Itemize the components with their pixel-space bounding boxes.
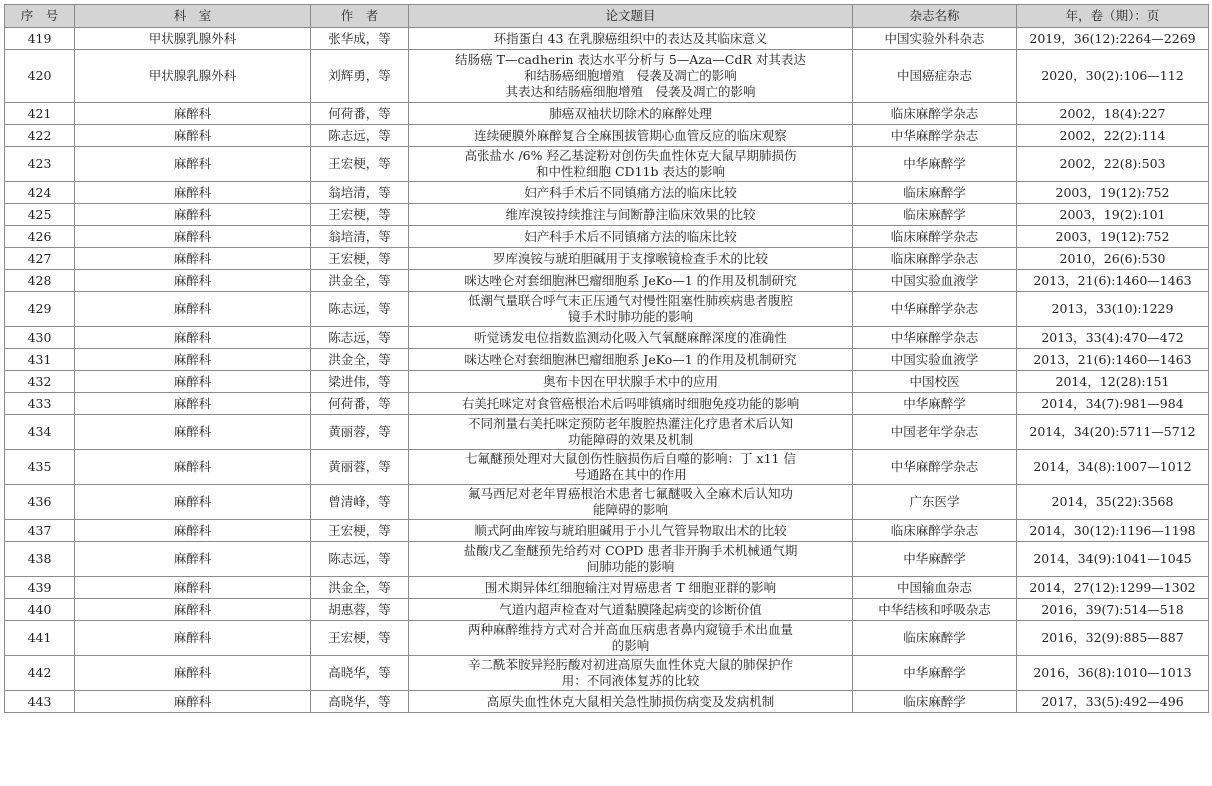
citation-cell: 2016，32(9):885—887 [1017, 621, 1209, 656]
author-cell: 洪金全，等 [311, 349, 409, 371]
department-cell: 麻醉科 [75, 542, 311, 577]
journal-name-cell: 临床麻醉学 [853, 621, 1017, 656]
department-cell: 麻醉科 [75, 270, 311, 292]
paper-title-line: 辛二酰苯胺异羟肟酸对初进高原失血性休克大鼠的肺保护作 [467, 657, 793, 672]
table-row [5, 103, 1209, 125]
paper-title-line: 能障碍的影响 [592, 502, 668, 517]
serial-number-cell: 423 [5, 147, 75, 182]
journal-name-cell: 中华麻醉学杂志 [853, 327, 1017, 349]
serial-number-cell: 431 [5, 349, 75, 371]
journal-name-cell: 中华结核和呼吸杂志 [853, 599, 1017, 621]
table-row [5, 415, 1209, 450]
citation-cell: 2014，34(9):1041—1045 [1017, 542, 1209, 577]
citation-cell: 2014，34(8):1007—1012 [1017, 450, 1209, 485]
journal-name-cell: 临床麻醉学杂志 [853, 226, 1017, 248]
paper-title-cell [409, 542, 853, 577]
table-row [5, 371, 1209, 393]
citation-cell: 2014，27(12):1299—1302 [1017, 577, 1209, 599]
author-cell: 翁培清，等 [311, 226, 409, 248]
paper-title-line: 其表达和结肠癌细胞增殖 侵袭及凋亡的影响 [505, 84, 756, 99]
paper-title-line: 罗库溴铵与琥珀胆碱用于支撑喉镜检查手术的比较 [492, 250, 768, 266]
table-row [5, 542, 1209, 577]
author-cell: 洪金全，等 [311, 577, 409, 599]
paper-title-cell [409, 182, 853, 204]
author-cell: 高晓华，等 [311, 691, 409, 713]
department-cell: 麻醉科 [75, 125, 311, 147]
department-cell: 麻醉科 [75, 691, 311, 713]
table-body [5, 28, 1209, 713]
serial-number-cell: 434 [5, 415, 75, 450]
paper-title-cell [409, 28, 853, 50]
department-cell: 麻醉科 [75, 485, 311, 520]
paper-title-line: 听觉诱发电位指数监测动化吸入气氧醚麻醉深度的准确性 [474, 329, 787, 345]
serial-number-cell: 437 [5, 520, 75, 542]
serial-number-cell: 433 [5, 393, 75, 415]
paper-title-cell [409, 485, 853, 520]
journal-name-cell: 中华麻醉学杂志 [853, 125, 1017, 147]
department-cell: 麻醉科 [75, 656, 311, 691]
author-cell: 陈志远，等 [311, 542, 409, 577]
serial-number-cell: 442 [5, 656, 75, 691]
journal-name-cell: 临床麻醉学 [853, 204, 1017, 226]
department-cell: 甲状腺乳腺外科 [75, 50, 311, 103]
header-row [5, 5, 1209, 28]
paper-title-cell [409, 50, 853, 103]
journal-name-cell: 中国实验血液学 [853, 349, 1017, 371]
paper-title-cell [409, 393, 853, 415]
table-row [5, 125, 1209, 147]
paper-title-line: 间肺功能的影响 [586, 559, 675, 574]
author-cell: 王宏梗，等 [311, 520, 409, 542]
paper-title-cell [409, 248, 853, 270]
paper-title-cell [409, 292, 853, 327]
serial-number-cell: 438 [5, 542, 75, 577]
citation-cell: 2020，30(2):106—112 [1017, 50, 1209, 103]
table-row [5, 226, 1209, 248]
header-paper-title: 论文题目 [409, 5, 853, 28]
journal-name-cell: 广东医学 [853, 485, 1017, 520]
header-author: 作 者 [311, 5, 409, 28]
author-cell: 黄丽蓉，等 [311, 415, 409, 450]
paper-title-cell [409, 691, 853, 713]
serial-number-cell: 436 [5, 485, 75, 520]
paper-title-line: 咪达唑仑对套细胞淋巴瘤细胞系 JeKo—1 的作用及机制研究 [464, 272, 797, 288]
paper-title-line: 镜手术时肺功能的影响 [567, 309, 693, 324]
serial-number-cell: 426 [5, 226, 75, 248]
table-row [5, 520, 1209, 542]
department-cell: 麻醉科 [75, 577, 311, 599]
serial-number-cell: 441 [5, 621, 75, 656]
paper-title-line: 盐酸戊乙奎醚预先给药对 COPD 患者非开胸手术机械通气期 [463, 543, 798, 558]
journal-name-cell: 中华麻醉学杂志 [853, 450, 1017, 485]
citation-cell: 2014，12(28):151 [1017, 371, 1209, 393]
paper-title-line: 肺癌双袖状切除术的麻醉处理 [549, 105, 712, 121]
table-row [5, 450, 1209, 485]
author-cell: 王宏梗，等 [311, 248, 409, 270]
journal-name-cell: 中华麻醉学 [853, 656, 1017, 691]
author-cell: 洪金全，等 [311, 270, 409, 292]
journal-name-cell: 临床麻醉学杂志 [853, 248, 1017, 270]
citation-cell: 2016，36(8):1010—1013 [1017, 656, 1209, 691]
serial-number-cell: 424 [5, 182, 75, 204]
header-serial-number: 序 号 [5, 5, 75, 28]
paper-title-cell [409, 450, 853, 485]
serial-number-cell: 428 [5, 270, 75, 292]
paper-title-cell [409, 371, 853, 393]
author-cell: 翁培清，等 [311, 182, 409, 204]
journal-name-cell: 临床麻醉学 [853, 691, 1017, 713]
citation-cell: 2003，19(2):101 [1017, 204, 1209, 226]
serial-number-cell: 440 [5, 599, 75, 621]
department-cell: 麻醉科 [75, 292, 311, 327]
paper-title-line: 妇产科手术后不同镇痛方法的临床比较 [524, 184, 737, 200]
paper-title-line: 不同剂量右美托咪定预防老年腹腔热灌注化疗患者术后认知 [467, 416, 793, 431]
department-cell: 麻醉科 [75, 349, 311, 371]
paper-title-line: 维库溴铵持续推注与间断静注临床效果的比较 [505, 206, 756, 222]
serial-number-cell: 432 [5, 371, 75, 393]
department-cell: 麻醉科 [75, 415, 311, 450]
department-cell: 麻醉科 [75, 371, 311, 393]
table-row [5, 691, 1209, 713]
citation-cell: 2003，19(12):752 [1017, 182, 1209, 204]
serial-number-cell: 422 [5, 125, 75, 147]
publication-table-page [4, 4, 1208, 713]
paper-title-cell [409, 226, 853, 248]
paper-title-line: 七氟醚预处理对大鼠创伤性脑损伤后自噬的影响：丁 x11 信 [465, 451, 796, 466]
paper-title-line: 结肠癌 T—cadherin 表达水平分析与 5—Aza—CdR 对其表达 [455, 52, 806, 67]
table-row [5, 621, 1209, 656]
paper-title-line: 功能障碍的效果及机制 [567, 432, 693, 447]
citation-cell: 2014，34(7):981—984 [1017, 393, 1209, 415]
paper-title-line: 的影响 [611, 638, 650, 653]
journal-name-cell: 中国实验外科杂志 [853, 28, 1017, 50]
serial-number-cell: 421 [5, 103, 75, 125]
paper-title-cell [409, 349, 853, 371]
paper-title-cell [409, 125, 853, 147]
author-cell: 胡惠蓉，等 [311, 599, 409, 621]
paper-title-line: 右美托咪定对食管癌根治术后吗啡镇痛时细胞免疫功能的影响 [461, 395, 800, 411]
paper-title-line: 气道内超声检查对气道黏膜隆起病变的诊断价值 [499, 601, 762, 617]
header-journal-name: 杂志名称 [853, 5, 1017, 28]
table-row [5, 270, 1209, 292]
citation-cell: 2014，30(12):1196—1198 [1017, 520, 1209, 542]
serial-number-cell: 425 [5, 204, 75, 226]
serial-number-cell: 429 [5, 292, 75, 327]
author-cell: 何荷番，等 [311, 103, 409, 125]
journal-name-cell: 中华麻醉学杂志 [853, 292, 1017, 327]
paper-title-line: 连续硬膜外麻醉复合全麻围拔管期心血管反应的临床观察 [474, 127, 787, 143]
paper-title-line: 氟马西尼对老年胃癌根治术患者七氟醚吸入全麻术后认知功 [467, 486, 793, 501]
paper-title-line: 高张盐水 /6% 羟乙基淀粉对创伤失血性休克大鼠早期肺损伤 [464, 148, 797, 163]
serial-number-cell: 430 [5, 327, 75, 349]
department-cell: 麻醉科 [75, 621, 311, 656]
department-cell: 麻醉科 [75, 248, 311, 270]
journal-name-cell: 临床麻醉学杂志 [853, 103, 1017, 125]
table-row [5, 327, 1209, 349]
author-cell: 曾清峰，等 [311, 485, 409, 520]
citation-cell: 2013，33(10):1229 [1017, 292, 1209, 327]
table-row [5, 50, 1209, 103]
table-row [5, 599, 1209, 621]
paper-title-line: 环指蛋白 43 在乳腺癌组织中的表达及其临床意义 [493, 30, 768, 46]
table-row [5, 204, 1209, 226]
journal-name-cell: 临床麻醉学杂志 [853, 520, 1017, 542]
author-cell: 王宏梗，等 [311, 204, 409, 226]
paper-title-line: 咪达唑仑对套细胞淋巴瘤细胞系 JeKo—1 的作用及机制研究 [464, 351, 797, 367]
citation-cell: 2013，33(4):470—472 [1017, 327, 1209, 349]
table-row [5, 182, 1209, 204]
paper-title-cell [409, 656, 853, 691]
department-cell: 麻醉科 [75, 204, 311, 226]
author-cell: 陈志远，等 [311, 327, 409, 349]
department-cell: 麻醉科 [75, 393, 311, 415]
citation-cell: 2002，22(2):114 [1017, 125, 1209, 147]
paper-title-line: 围术期异体红细胞输注对胃癌患者 T 细胞亚群的影响 [484, 579, 777, 595]
author-cell: 梁进伟，等 [311, 371, 409, 393]
department-cell: 麻醉科 [75, 520, 311, 542]
author-cell: 王宏梗，等 [311, 147, 409, 182]
paper-title-cell [409, 415, 853, 450]
paper-title-cell [409, 327, 853, 349]
serial-number-cell: 439 [5, 577, 75, 599]
paper-title-cell [409, 103, 853, 125]
author-cell: 刘辉勇，等 [311, 50, 409, 103]
journal-name-cell: 中国输血杂志 [853, 577, 1017, 599]
journal-name-cell: 中国实验血液学 [853, 270, 1017, 292]
author-cell: 何荷番，等 [311, 393, 409, 415]
citation-cell: 2017，33(5):492—496 [1017, 691, 1209, 713]
paper-title-cell [409, 577, 853, 599]
table-row [5, 393, 1209, 415]
table-row [5, 292, 1209, 327]
journal-name-cell: 中国癌症杂志 [853, 50, 1017, 103]
journal-name-cell: 中华麻醉学 [853, 147, 1017, 182]
citation-cell: 2014，34(20):5711—5712 [1017, 415, 1209, 450]
department-cell: 麻醉科 [75, 182, 311, 204]
table-row [5, 577, 1209, 599]
department-cell: 麻醉科 [75, 327, 311, 349]
paper-title-line: 号通路在其中的作用 [574, 467, 687, 482]
paper-title-cell [409, 520, 853, 542]
paper-title-cell [409, 270, 853, 292]
paper-title-cell [409, 599, 853, 621]
author-cell: 张华成，等 [311, 28, 409, 50]
citation-cell: 2002，22(8):503 [1017, 147, 1209, 182]
paper-title-cell [409, 147, 853, 182]
paper-title-cell [409, 204, 853, 226]
citation-cell: 2013，21(6):1460—1463 [1017, 270, 1209, 292]
citation-cell: 2002，18(4):227 [1017, 103, 1209, 125]
serial-number-cell: 443 [5, 691, 75, 713]
header-citation: 年，卷（期）：页 [1017, 5, 1209, 28]
citation-cell: 2010，26(6):530 [1017, 248, 1209, 270]
department-cell: 麻醉科 [75, 103, 311, 125]
table-row [5, 349, 1209, 371]
paper-title-line: 顺式阿曲库铵与琥珀胆碱用于小儿气管异物取出术的比较 [474, 522, 787, 538]
citation-cell: 2003，19(12):752 [1017, 226, 1209, 248]
citation-cell: 2019，36(12):2264—2269 [1017, 28, 1209, 50]
paper-title-line: 高原失血性休克大鼠相关急性肺损伤病变及发病机制 [486, 693, 775, 709]
author-cell: 王宏梗，等 [311, 621, 409, 656]
publication-table [4, 4, 1209, 713]
author-cell: 陈志远，等 [311, 292, 409, 327]
citation-cell: 2014，35(22):3568 [1017, 485, 1209, 520]
table-row [5, 147, 1209, 182]
department-cell: 麻醉科 [75, 147, 311, 182]
paper-title-line: 奥布卡因在甲状腺手术中的应用 [542, 373, 718, 389]
paper-title-line: 和结肠癌细胞增殖 侵袭及凋亡的影响 [524, 68, 737, 83]
paper-title-line: 用：不同液体复苏的比较 [561, 673, 700, 688]
journal-name-cell: 中华麻醉学 [853, 393, 1017, 415]
paper-title-cell [409, 621, 853, 656]
department-cell: 麻醉科 [75, 450, 311, 485]
table-row [5, 485, 1209, 520]
paper-title-line: 低潮气量联合呼气末正压通气对慢性阻塞性肺疾病患者腹腔 [467, 293, 793, 308]
table-row [5, 248, 1209, 270]
table-row [5, 656, 1209, 691]
serial-number-cell: 427 [5, 248, 75, 270]
journal-name-cell: 临床麻醉学 [853, 182, 1017, 204]
paper-title-line: 和中性粒细胞 CD11b 表达的影响 [536, 164, 725, 179]
author-cell: 陈志远，等 [311, 125, 409, 147]
journal-name-cell: 中国老年学杂志 [853, 415, 1017, 450]
department-cell: 甲状腺乳腺外科 [75, 28, 311, 50]
serial-number-cell: 420 [5, 50, 75, 103]
author-cell: 高晓华，等 [311, 656, 409, 691]
header-department: 科 室 [75, 5, 311, 28]
serial-number-cell: 435 [5, 450, 75, 485]
serial-number-cell: 419 [5, 28, 75, 50]
journal-name-cell: 中国校医 [853, 371, 1017, 393]
department-cell: 麻醉科 [75, 226, 311, 248]
journal-name-cell: 中华麻醉学 [853, 542, 1017, 577]
paper-title-line: 妇产科手术后不同镇痛方法的临床比较 [524, 228, 737, 244]
department-cell: 麻醉科 [75, 599, 311, 621]
citation-cell: 2013，21(6):1460—1463 [1017, 349, 1209, 371]
citation-cell: 2016，39(7):514—518 [1017, 599, 1209, 621]
paper-title-line: 两种麻醉维持方式对合并高血压病患者鼻内窥镜手术出血量 [467, 622, 793, 637]
author-cell: 黄丽蓉，等 [311, 450, 409, 485]
table-row [5, 28, 1209, 50]
